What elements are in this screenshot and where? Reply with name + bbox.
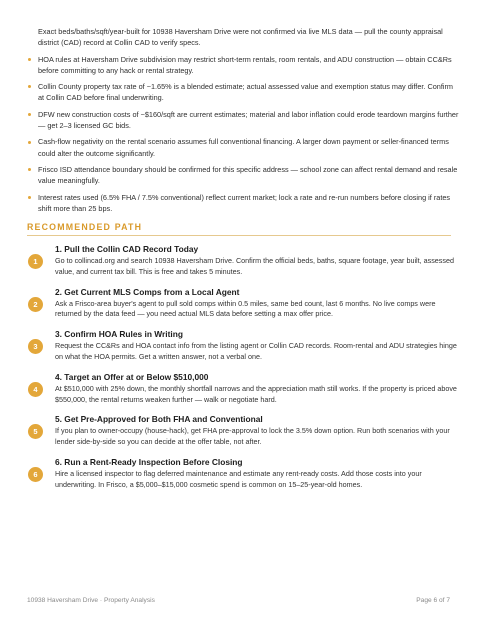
caveat-item [27,136,459,158]
bullet-dot-icon [28,196,31,199]
caveat-text: Cash-flow negativity on the rental scenario assumes full conventional financing. A larger down payment or seller-financed terms could alter the outcome significantly. [38,137,449,158]
caveat-list [27,26,459,219]
caveat-text: HOA rules at Haversham Drive subdivision may restrict short-term rentals, room rentals, and ADU construction — obtain CC&Rs before committing to any hack or rental strategy. [38,54,452,75]
step-title: 3. Confirm HOA Rules in Writing [55,329,183,340]
caveat-text: DFW new construction costs of ~$160/sqft are current estimates; material and labor inflation could erode teardown margins further — get 2–3 licensed GC bids. [38,109,459,130]
caveat-text: Interest rates used (6.5% FHA / 7.5% conventional) reflect current market; lock a rate and re-run numbers before closing if rates shift more than 25 bps. [38,192,451,213]
step-body: Hire a licensed inspector to flag deferred maintenance and estimate any rent-ready costs. Add those costs into your underwriting. In Frisco, a $5,000–$15,000 cosmetic spend is common on 15–25-year-old homes. [55,468,422,489]
step-body: If you plan to owner-occupy (house-hack), get FHA pre-approval to lock the 3.5% down option. Run both scenarios with your lender side-by-side so you can decide at the offer table, not after. [55,426,450,447]
caveat-item [27,81,459,103]
bullet-dot-icon [28,58,31,61]
recommended-steps [27,244,459,500]
step-title: 5. Get Pre-Approved for Both FHA and Conventional [55,414,263,425]
step-body: At $510,000 with 25% down, the monthly shortfall narrows and the appreciation math still works. If the property is priced above $550,000, the rental returns weaken further — walk or negotiate hard. [55,383,457,404]
step-number-badge: 5 [28,424,43,439]
caveat-item [27,164,459,186]
step-number-badge: 1 [28,254,43,269]
step-title: 6. Run a Rent-Ready Inspection Before Closing [55,456,243,467]
step-number-badge: 2 [28,297,43,312]
caveat-item [27,109,459,131]
step-body: Go to collincad.org and search 10938 Haversham Drive. Confirm the official beds, baths, square footage, year built, assessed value, and current tax bill. This is free and takes 5 minutes. [55,256,454,276]
bullet-dot-icon [28,85,31,88]
section-title: RECOMMENDED PATH [27,222,143,232]
bullet-dot-icon [28,141,31,144]
step-item [27,414,459,457]
step-item [27,329,459,372]
step-body: Request the CC&Rs and HOA contact info from the listing agent or Collin CAD records. Room-rental and ADU strategies hinge on what the HOA permits. Get a written answer, not a verbal one. [55,341,457,361]
caveat-item [27,192,459,214]
bullet-dot-icon [28,168,31,171]
caveat-text: Exact beds/baths/sqft/year-built for 10938 Haversham Drive were not confirmed via live MLS data — pull the county appraisal district (CAD) record at Collin CAD to verify specs. [38,27,443,48]
caveat-text: Collin County property tax rate of ~1.65% is a blended estimate; actual assessed value and exemption status may differ. Confirm at Collin CAD before final underwriting. [38,82,453,103]
step-title: 1. Pull the Collin CAD Record Today [55,244,199,254]
step-title: 4. Target an Offer at or Below $510,000 [55,371,209,382]
step-item [27,287,459,330]
step-item [27,372,459,415]
section-divider [27,235,451,236]
caveat-item [27,26,459,48]
step-item [27,457,459,500]
step-item [27,244,459,287]
step-number-badge: 3 [28,339,43,354]
step-title: 2. Get Current MLS Comps from a Local Agent [55,286,240,297]
bullet-dot-icon [28,113,31,116]
caveat-item [27,54,459,76]
footer-document-title: 10938 Haversham Drive · Property Analysis [27,597,155,604]
step-number-badge: 6 [28,467,43,482]
caveat-text: Frisco ISD attendance boundary should be confirmed for this specific address — school zone can affect rental demand and resale value meaningfully. [38,164,458,186]
step-body: Ask a Frisco-area buyer's agent to pull sold comps within 0.5 miles, same bed count, last 6 months. No live comps were returned by the data feed — you need actual MLS data before setting a max offer price. [55,298,436,319]
step-number-badge: 4 [28,382,43,397]
footer-page-number: Page 6 of 7 [416,597,450,604]
